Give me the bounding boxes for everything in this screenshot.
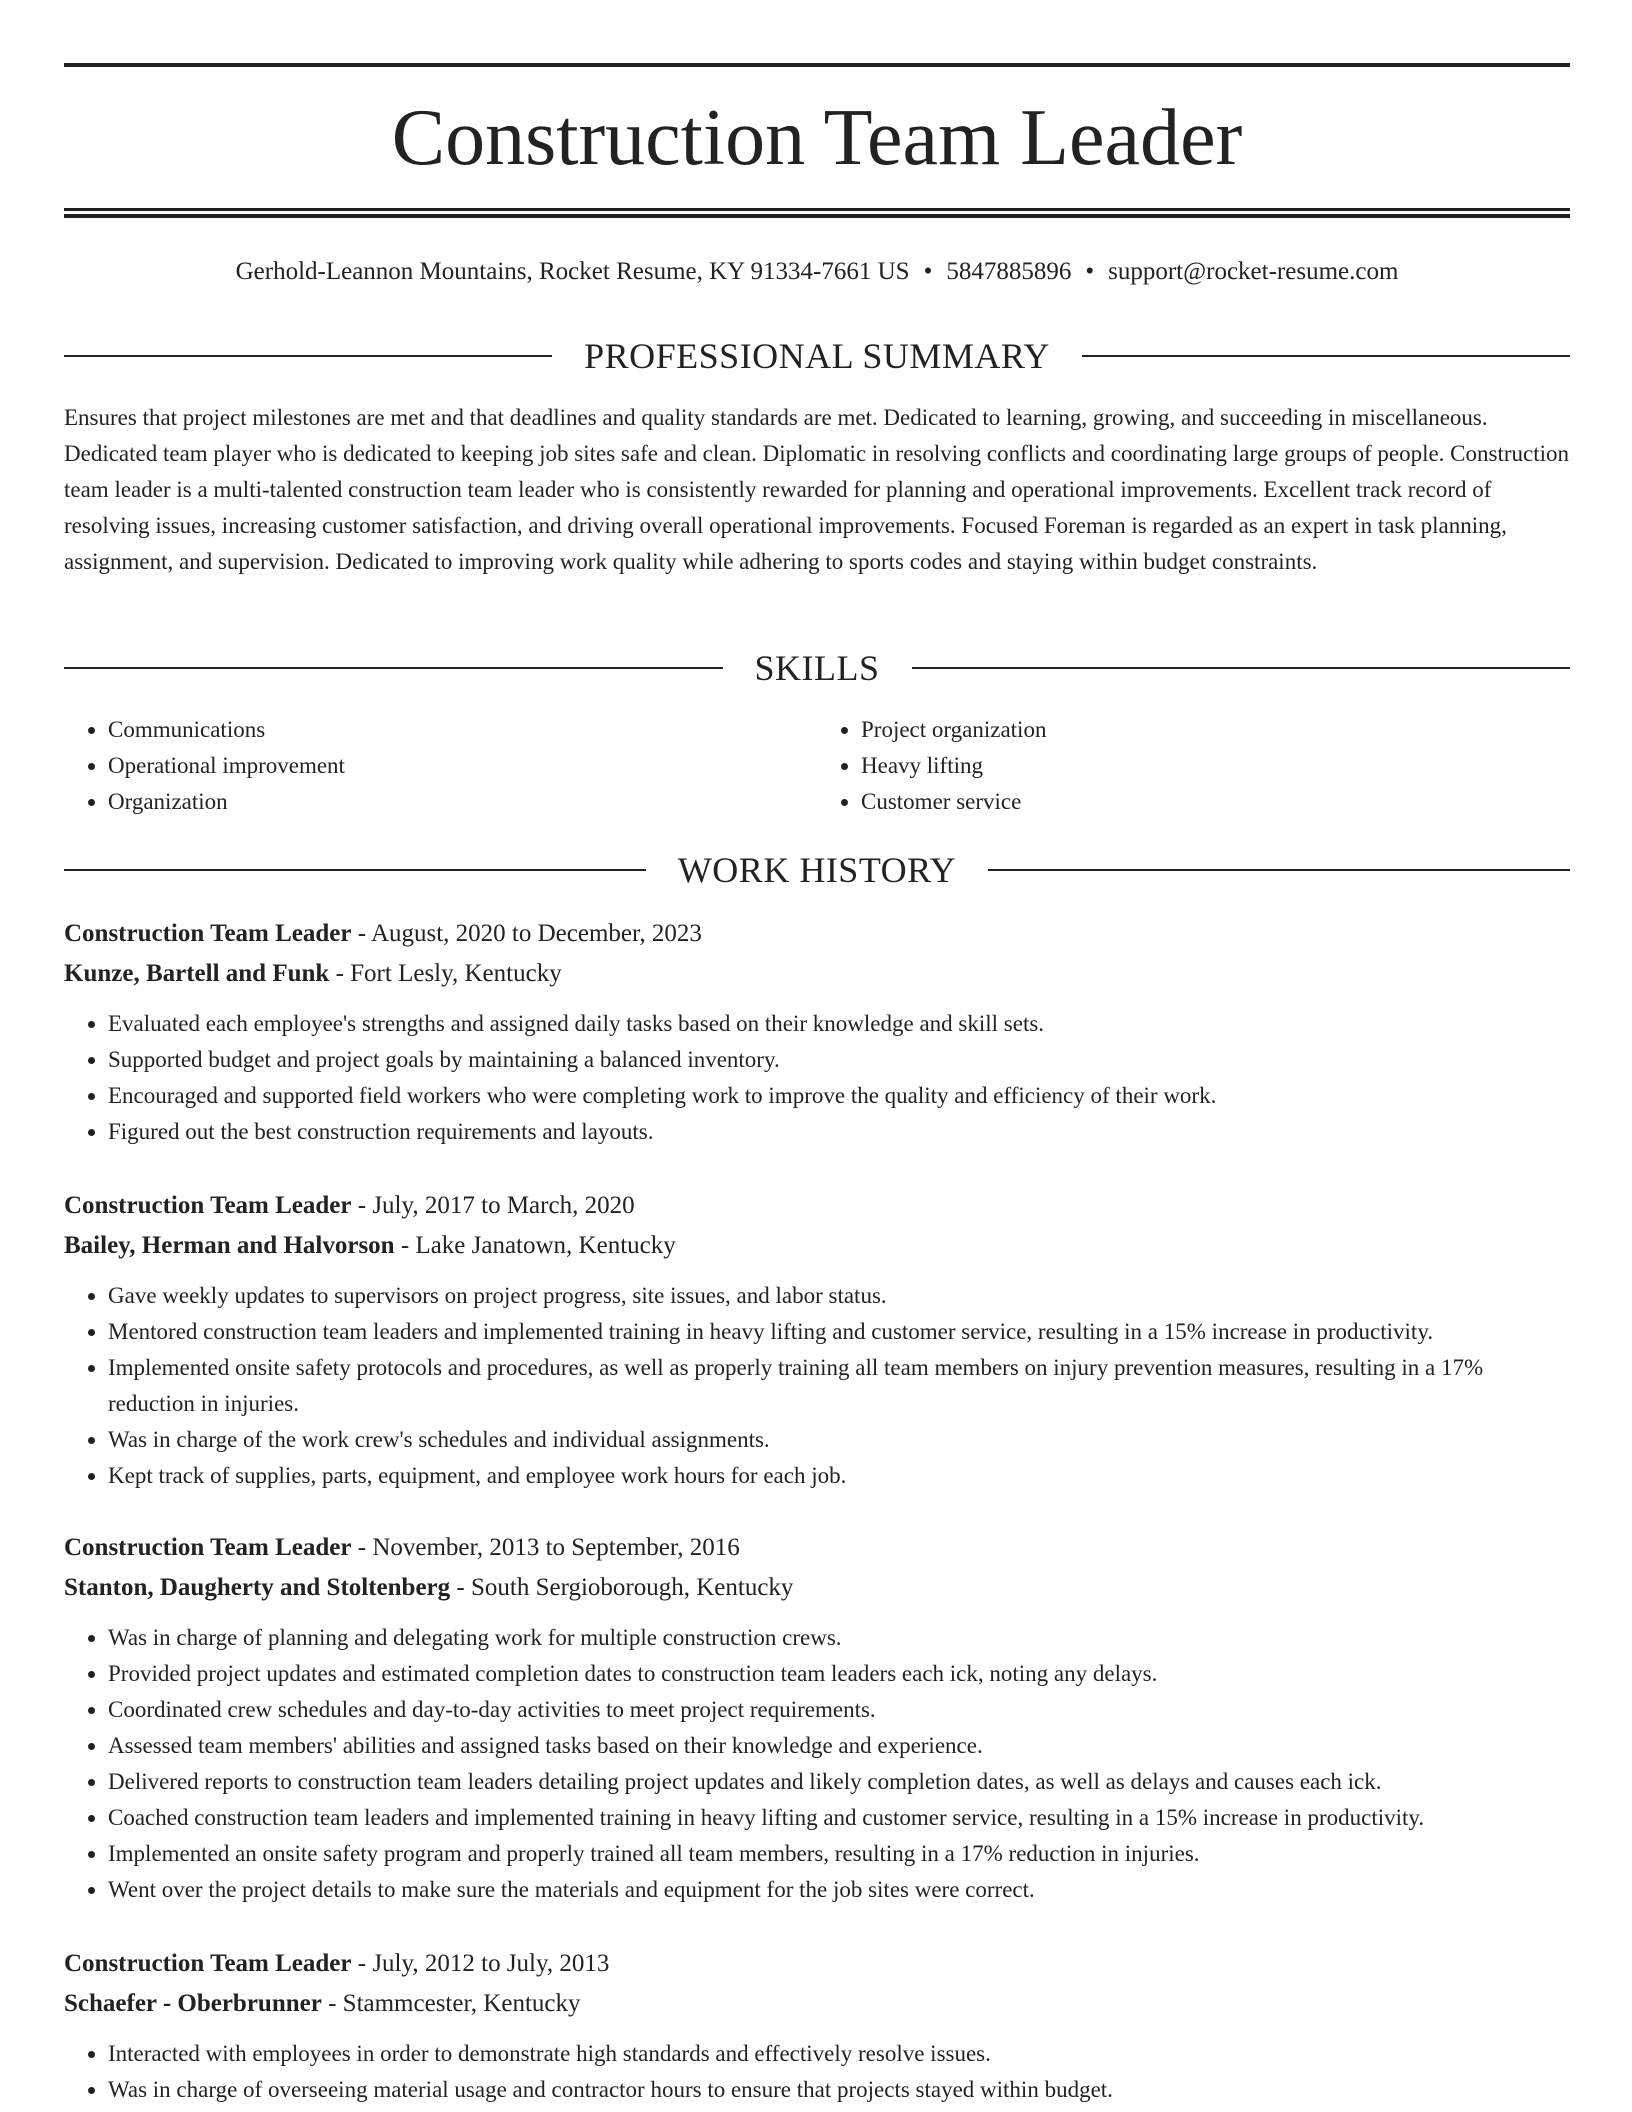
job-dates: - August, 2020 to December, 2023 — [351, 920, 702, 947]
job-bullet: • Coordinated crew schedules and day-to-day activities to meet project requirements. — [108, 1692, 1570, 1728]
job-bullets — [64, 1620, 1570, 1908]
heading-rule — [64, 869, 646, 871]
contact-email[interactable]: support@rocket-resume.com — [1108, 258, 1399, 285]
section-title: WORK HISTORY — [677, 850, 957, 890]
job-bullet: • Was in charge of overseeing material usage and contractor hours to ensure that projects stayed within budget. — [108, 2072, 1570, 2108]
job-bullet: • Kept track of supplies, parts, equipment, and employee work hours for each job. — [108, 1458, 1570, 1494]
job-bullet: • Evaluated each employee's strengths and assigned daily tasks based on their knowledge and skill sets. — [108, 1006, 1570, 1042]
heading-rule — [64, 355, 552, 357]
skill-item: • Heavy lifting — [861, 748, 1570, 784]
job-dates: - July, 2012 to July, 2013 — [351, 1950, 610, 1977]
job-bullets — [64, 1278, 1570, 1494]
job-bullet: • Encouraged and supported field workers who were completing work to improve the quality and efficiency of their work. — [108, 1078, 1570, 1114]
job-entry — [64, 1944, 1570, 2108]
job-company: Kunze, Bartell and Funk — [64, 960, 330, 987]
job-location: - Stammcester, Kentucky — [321, 1990, 581, 2017]
contact-phone: 5847885896 — [946, 258, 1072, 285]
job-title-line — [64, 1528, 1570, 1568]
job-company-line — [64, 1226, 1570, 1266]
job-title: Construction Team Leader — [64, 1534, 352, 1561]
contact-separator: • — [1085, 258, 1095, 285]
job-title-line — [64, 1186, 1570, 1226]
job-entry — [64, 914, 1570, 1150]
job-company: Schaefer - Oberbrunner — [64, 1990, 322, 2017]
section-heading-summary — [64, 336, 1570, 376]
job-dates: - November, 2013 to September, 2016 — [351, 1534, 740, 1561]
job-bullet: • Supported budget and project goals by maintaining a balanced inventory. — [108, 1042, 1570, 1078]
job-bullets — [64, 1006, 1570, 1150]
job-company-line — [64, 1568, 1570, 1608]
job-title: Construction Team Leader — [64, 920, 352, 947]
job-title-line — [64, 914, 1570, 954]
job-bullet: • Coached construction team leaders and implemented training in heavy lifting and customer service, resulting in a 15% increase in productivity. — [108, 1800, 1570, 1836]
skills-column-right — [817, 712, 1570, 820]
skill-item: • Communications — [108, 712, 817, 748]
heading-rule — [988, 869, 1570, 871]
job-location: - South Sergioborough, Kentucky — [450, 1574, 794, 1601]
section-title: PROFESSIONAL SUMMARY — [584, 336, 1050, 376]
section-heading-skills — [64, 648, 1570, 688]
job-bullet: • Went over the project details to make sure the materials and equipment for the job sites were correct. — [108, 1872, 1570, 1908]
summary-paragraph: Ensures that project milestones are met and that deadlines and quality standards are met. Dedicated to learning, growing, and succeeding in miscellaneous. Dedicated team player who is dedicated to keeping job sites safe and clean. Diplomatic in resolving conflicts and coordinating large groups of people. Construction team leader is a multi-talented construction team leader who is consistently rewarded for planning and operational improvements. Excellent track record of resolving issues, increasing customer satisfaction, and driving overall operational improvements. Focused Foreman is regarded as an expert in task planning, assignment, and supervision. Dedicated to improving work quality while adhering to sports codes and staying within budget constraints. — [64, 405, 1570, 574]
job-bullet: • Delivered reports to construction team leaders detailing project updates and likely completion dates, as well as delays and causes each ick. — [108, 1764, 1570, 1800]
job-location: - Fort Lesly, Kentucky — [329, 960, 562, 987]
job-title-line — [64, 1944, 1570, 1984]
skills-list — [64, 712, 1570, 820]
skill-item: • Project organization — [861, 712, 1570, 748]
job-bullet: • Provided project updates and estimated completion dates to construction team leaders each ick, noting any delays. — [108, 1656, 1570, 1692]
job-title: Construction Team Leader — [64, 1950, 352, 1977]
job-bullet: • Figured out the best construction requirements and layouts. — [108, 1114, 1570, 1150]
skill-item: • Customer service — [861, 784, 1570, 820]
resume-title: Construction Team Leader — [391, 94, 1243, 182]
heading-rule — [1082, 355, 1570, 357]
title-double-rule — [64, 208, 1570, 218]
job-bullet: • Gave weekly updates to supervisors on project progress, site issues, and labor status. — [108, 1278, 1570, 1314]
job-bullets — [64, 2036, 1570, 2108]
job-bullet: • Interacted with employees in order to demonstrate high standards and effectively resolve issues. — [108, 2036, 1570, 2072]
job-bullet: • Mentored construction team leaders and implemented training in heavy lifting and customer service, resulting in a 15% increase in productivity. — [108, 1314, 1570, 1350]
job-bullet: • Implemented an onsite safety program and properly trained all team members, resulting in a 17% reduction in injuries. — [108, 1836, 1570, 1872]
top-rule — [64, 63, 1570, 67]
heading-rule — [912, 667, 1571, 669]
job-bullet: • Was in charge of planning and delegating work for multiple construction crews. — [108, 1620, 1570, 1656]
section-heading-work-history — [64, 850, 1570, 890]
job-bullet: • Implemented onsite safety protocols and procedures, as well as properly training all team members on injury prevention measures, resulting in a 17% reduction in injuries. — [108, 1350, 1570, 1422]
skills-column-left — [64, 712, 817, 820]
skill-item: • Operational improvement — [108, 748, 817, 784]
job-title: Construction Team Leader — [64, 1192, 352, 1219]
job-dates: - July, 2017 to March, 2020 — [351, 1192, 635, 1219]
job-bullet: • Was in charge of the work crew's schedules and individual assignments. — [108, 1422, 1570, 1458]
section-title: SKILLS — [754, 648, 880, 688]
job-entry — [64, 1528, 1570, 1908]
heading-rule — [64, 667, 723, 669]
job-company: Stanton, Daugherty and Stoltenberg — [64, 1574, 451, 1601]
job-bullet: • Assessed team members' abilities and assigned tasks based on their knowledge and experience. — [108, 1728, 1570, 1764]
job-company-line — [64, 1984, 1570, 2024]
skill-item: • Organization — [108, 784, 817, 820]
job-company: Bailey, Herman and Halvorson — [64, 1232, 395, 1259]
job-location: - Lake Janatown, Kentucky — [394, 1232, 676, 1259]
contact-line — [64, 254, 1570, 290]
contact-address: Gerhold-Leannon Mountains, Rocket Resume, KY 91334-7661 US — [235, 258, 910, 285]
job-company-line — [64, 954, 1570, 994]
contact-separator: • — [923, 258, 933, 285]
job-entry — [64, 1186, 1570, 1494]
